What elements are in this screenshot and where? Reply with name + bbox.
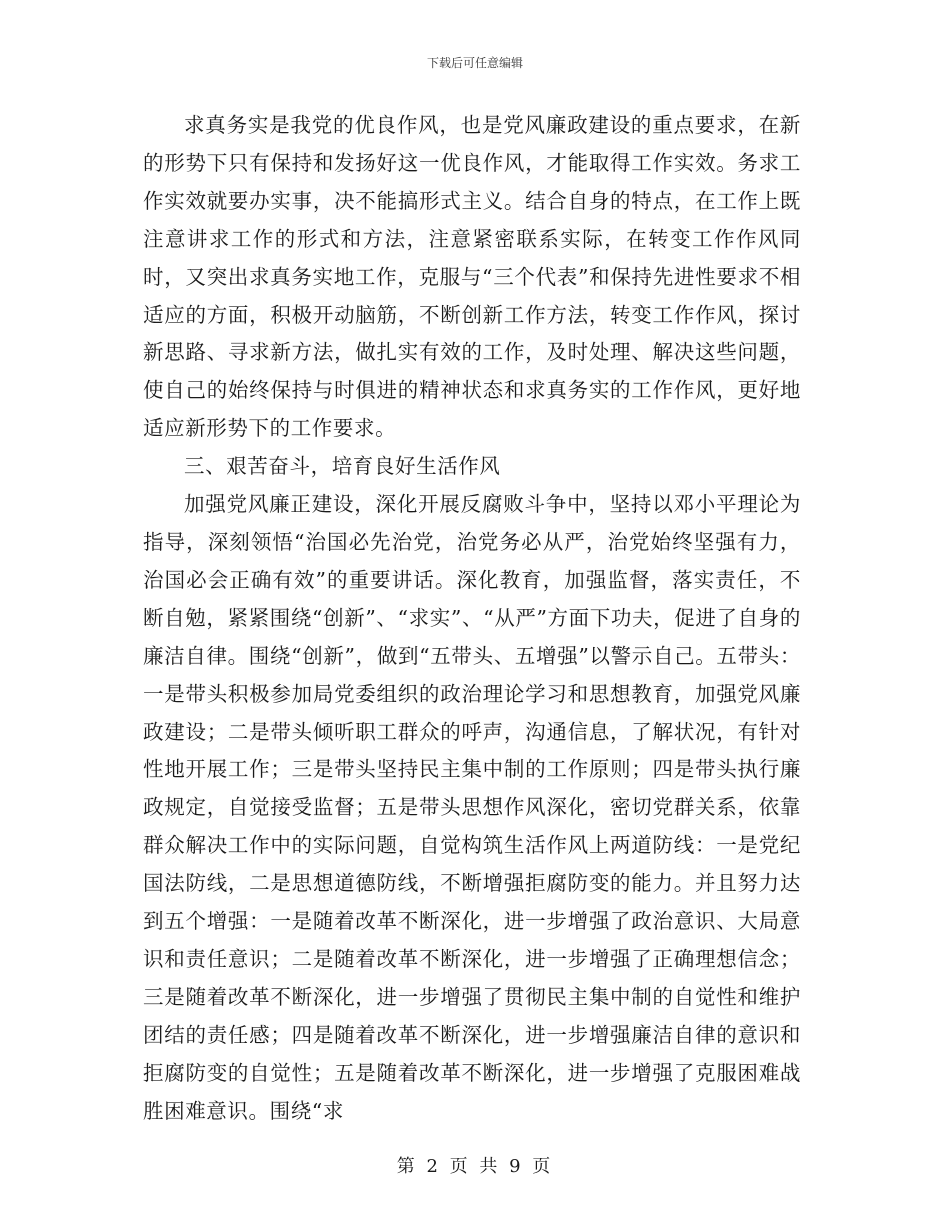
body-paragraph: 求真务实是我党的优良作风，也是党风廉政建设的重点要求，在新的形势下只有保持和发扬好这一优良作风，才能取得工作实效。务求工作实效就要办实事，决不能搞形式主义。结合自身的特点，在工作上既注意讲求工作的形式和方法，注意紧密联系实际，在转变工作作风同时，又突出求真务实地工作，克服与“三个代表”和保持先进性要求不相适应的方面，积极开动脑筋，不断创新工作方法，转变工作作风，探讨新思路、寻求新方法，做扎实有效的工作，及时处理、解决这些问题，使自己的始终保持与时俱进的精神状态和求真务实的工作作风，更好地适应新形势下的工作要求。 xyxy=(143,113,801,441)
document-body xyxy=(143,107,801,1130)
body-paragraph: 加强党风廉正建设，深化开展反腐败斗争中，坚持以邓小平理论为指导，深刻领悟“治国必先治党，治党务必从严，治党始终坚强有力，治国必会正确有效”的重要讲话。深化教育，加强监督，落实责任，不断自勉，紧紧围绕“创新”、“求实”、“从严”方面下功夫，促进了自身的廉洁自律。围绕“创新”，做到“五带头、五增强”以警示自己。五带头：一是带头积极参加局党委组织的政治理论学习和思想教育，加强党风廉政建设；二是带头倾听职工群众的呼声，沟通信息，了解状况，有针对性地开展工作；三是带头坚持民主集中制的工作原则；四是带头执行廉政规定，自觉接受监督；五是带头思想作风深化，密切党群关系，依靠群众解决工作中的实际问题，自觉构筑生活作风上两道防线：一是党纪国法防线，二是思想道德防线，不断增强拒腐防变的能力。并且努力达到五个增强：一是随着改革不断深化，进一步增强了政治意识、大局意识和责任意识；二是随着改革不断深化，进一步增强了正确理想信念；三是随着改革不断深化，进一步增强了贯彻民主集中制的自觉性和维护团结的责任感；四是随着改革不断深化，进一步增强廉洁自律的意识和拒腐防变的自觉性；五是随着改革不断深化，进一步增强了克服困难战胜困难意识。围绕“求 xyxy=(143,492,801,1123)
section-heading: 三、艰苦奋斗，培育良好生活作风 xyxy=(184,454,501,479)
page-header-note: 下载后可任意编辑 xyxy=(426,56,523,70)
page-number: 第 2 页 共 9 页 xyxy=(396,1156,554,1177)
